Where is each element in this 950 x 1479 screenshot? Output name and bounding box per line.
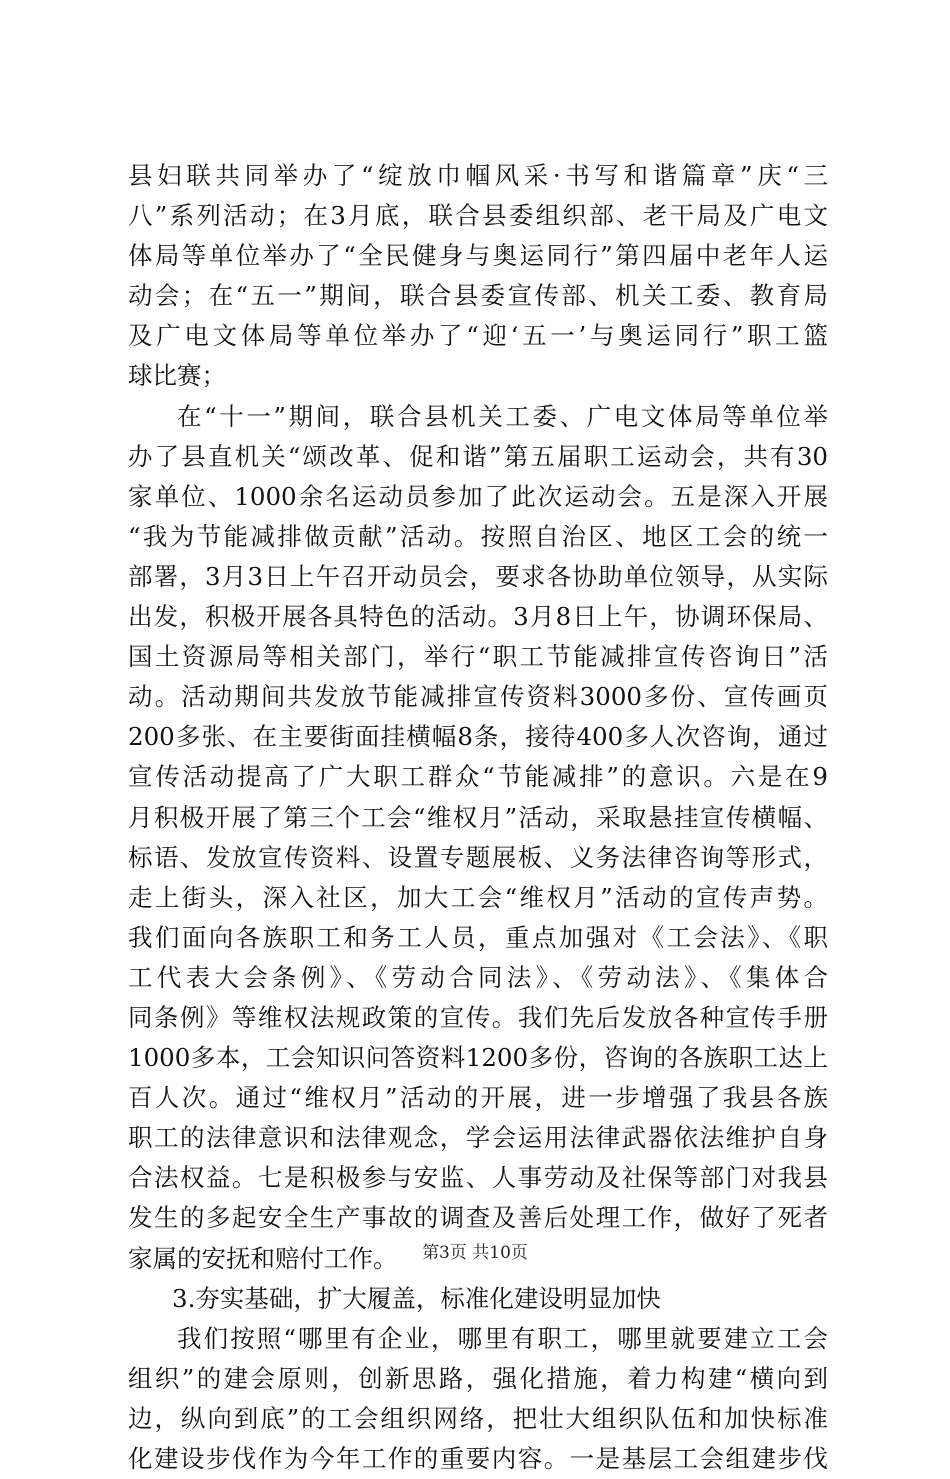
text-line: 部署，3月3日上午召开动员会，要求各协助单位领导，从实际 (128, 561, 828, 591)
text-line: 球比赛； (128, 361, 226, 391)
page-number-footer: 第3页 共10页 (422, 1243, 528, 1263)
text-line: 办了县直机关“颂改革、促和谐”第五届职工运动会，共有30 (128, 441, 828, 471)
text-line: 动。活动期间共发放节能减排宣传资料3000多份、宣传画页 (128, 682, 828, 712)
text-line: 国土资源局等相关部门，举行“职工节能减排宣传咨询日”活 (128, 642, 828, 672)
text-line: 家单位、1000余名运动员参加了此次运动会。五是深入开展 (128, 481, 828, 511)
text-line: 宣传活动提高了广大职工群众“节能减排”的意识。六是在9 (128, 762, 828, 792)
text-line: 八”系列活动；在3月底，联合县委组织部、老干局及广电文 (128, 201, 828, 231)
text-line: 发生的多起安全生产事故的调查及善后处理工作，做好了死者 (128, 1203, 828, 1233)
text-line: 及广电文体局等单位举办了“迎‘五一’与奥运同行”职工篮 (128, 321, 828, 351)
text-line: 百人次。通过“维权月”活动的开展，进一步增强了我县各族 (128, 1083, 828, 1113)
text-line: 走上街头，深入社区，加大工会“维权月”活动的宣传声势。 (128, 882, 828, 912)
text-line: 县妇联共同举办了“绽放巾帼风采·书写和谐篇章”庆“三 (128, 161, 828, 190)
text-line: 动会；在“五一”期间，联合县委宣传部、机关工委、教育局 (128, 281, 828, 311)
text-line: 合法权益。七是积极参与安监、人事劳动及社保等部门对我县 (128, 1163, 828, 1193)
text-line: 我们按照“哪里有企业，哪里有职工，哪里就要建立工会 (177, 1323, 828, 1353)
text-line: 标语、发放宣传资料、设置专题展板、义务法律咨询等形式， (128, 842, 828, 872)
text-line: 边，纵向到底”的工会组织网络，把壮大组织队伍和加快标准 (128, 1403, 828, 1433)
text-line: 月积极开展了第三个工会“维权月”活动，采取悬挂宣传横幅、 (128, 802, 828, 832)
text-line: 同条例》等维权法规政策的宣传。我们先后发放各种宣传手册 (128, 1002, 828, 1032)
text-line: 职工的法律意识和法律观念，学会运用法律武器依法维护自身 (128, 1123, 828, 1153)
text-line: 家属的安抚和赔付工作。 (128, 1243, 398, 1273)
text-line: 我们面向各族职工和务工人员，重点加强对《工会法》、《职 (128, 922, 828, 952)
text-line: 体局等单位举办了“全民健身与奥运同行”第四届中老年人运 (128, 241, 828, 271)
text-line: 在“十一”期间，联合县机关工委、广电文体局等单位举 (177, 401, 828, 431)
text-line: 出发，积极开展各具特色的活动。3月8日上午，协调环保局、 (128, 602, 828, 632)
document-body (128, 156, 828, 1479)
text-line: “我为节能减排做贡献”活动。按照自治区、地区工会的统一 (128, 521, 828, 551)
text-line: 工代表大会条例》、《劳动合同法》、《劳动法》、《集体合 (128, 962, 828, 992)
text-line: 组织”的建会原则，创新思路，强化措施，着力构建“横向到 (128, 1363, 828, 1393)
text-line: 200多张、在主要街面挂横幅8条，接待400多人次咨询，通过 (128, 722, 828, 752)
section-heading: 3.夯实基础，扩大履盖，标准化建设明显加快 (172, 1283, 661, 1313)
text-line: 1000多本，工会知识问答资料1200多份，咨询的各族职工达上 (128, 1043, 828, 1073)
text-line: 化建设步伐作为今年工作的重要内容。一是基层工会组建步伐 (128, 1444, 828, 1473)
